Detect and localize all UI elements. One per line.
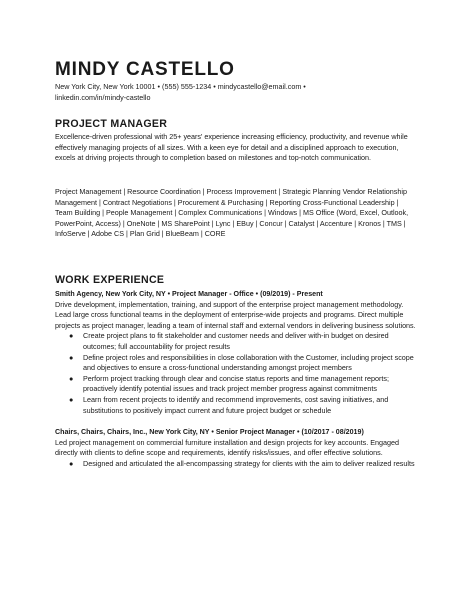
bullet-icon: ● xyxy=(69,331,74,341)
bullet-icon: ● xyxy=(69,352,74,362)
bullet-icon: ● xyxy=(69,394,74,404)
summary-text: Excellence-driven professional with 25+ years' experience increasing efficiency, productivity, and revenue while effectively managing projects of all sizes. With a keen eye for detail and a disciplined approach to execution, excels at driving projects through to completion based on milestones and top-notch communication. xyxy=(55,132,408,163)
summary-heading: PROJECT MANAGER xyxy=(55,118,168,130)
experience-heading: WORK EXPERIENCE xyxy=(55,274,165,286)
job-description: Led project management on commercial furniture installation and design projects for key accounts. Engaged directly with clients to define scope and requirements, identify risks/issues, and offer effective solutions. xyxy=(55,437,399,458)
list-item: ● Perform project tracking through clear and concise status reports and time management reports; proactively identify potential issues and track project member progress against commitments xyxy=(69,373,390,394)
contact-line-1: New York City, New York 10001 • (555) 555-1234 • mindycastello@email.com • xyxy=(55,82,306,91)
list-item: ● Create project plans to fit stakeholder and customer needs and deliver with-in budget on desired outcomes; full accountability for project results xyxy=(69,331,389,351)
job-description: Drive development, implementation, training, and support of the enterprise project management methodology. Lead large cross functional teams in the deployment of enterprise-wide projects and programs. Direct multiple projects as project manager, leading a team of internal staff and external vendors in delivering business solutions. xyxy=(55,299,416,330)
list-item: ● Define project roles and responsibilities in close collaboration with the Customer, including project scope and objectives to ensure a cross-functional understanding amongst project members xyxy=(69,352,414,373)
job-bullets xyxy=(55,459,417,470)
contact-line-2: linkedin.com/in/mindy-castello xyxy=(55,92,151,102)
candidate-name: MINDY CASTELLO xyxy=(55,59,235,80)
list-item: ● Designed and articulated the all-encompassing strategy for clients with the aim to deliver realized results xyxy=(69,458,415,468)
skills-list: Project Management | Resource Coordination | Process Improvement | Strategic Planning Vendor Relationship Management | Contract Negotiations | Procurement & Purchasing | Reporting Cross-Functional Leadership | Team Building | People Management | Complex Communications | Windows | MS Office (Word, Excel, Outlook, PowerPoint, Access) | OneNote | MS SharePoint | Lync | EBuy | Concur | Catalyst | Accenture | Kronos | TMS | InfoServe | Adobe CS | Plan Grid | BlueBeam | CORE xyxy=(55,187,409,239)
job-entry xyxy=(55,427,417,469)
job-entry xyxy=(55,289,417,416)
bullet-icon: ● xyxy=(69,373,74,383)
contact-info xyxy=(55,82,417,103)
summary-section xyxy=(55,118,417,164)
job-title: Chairs, Chairs, Chairs, Inc., New York City, NY • Senior Project Manager • (10/2017 - 08/2019) xyxy=(55,428,364,437)
job-bullets xyxy=(55,331,417,416)
list-item: ● Learn from recent projects to identify and recommend improvements, cost saving initiatives, and substitutions to positively impact current and future project budget or schedule xyxy=(69,394,389,415)
job-title: Smith Agency, New York City, NY • Project Manager - Office • (09/2019) - Present xyxy=(55,290,323,298)
experience-section xyxy=(55,274,417,470)
bullet-icon: ● xyxy=(69,458,74,468)
